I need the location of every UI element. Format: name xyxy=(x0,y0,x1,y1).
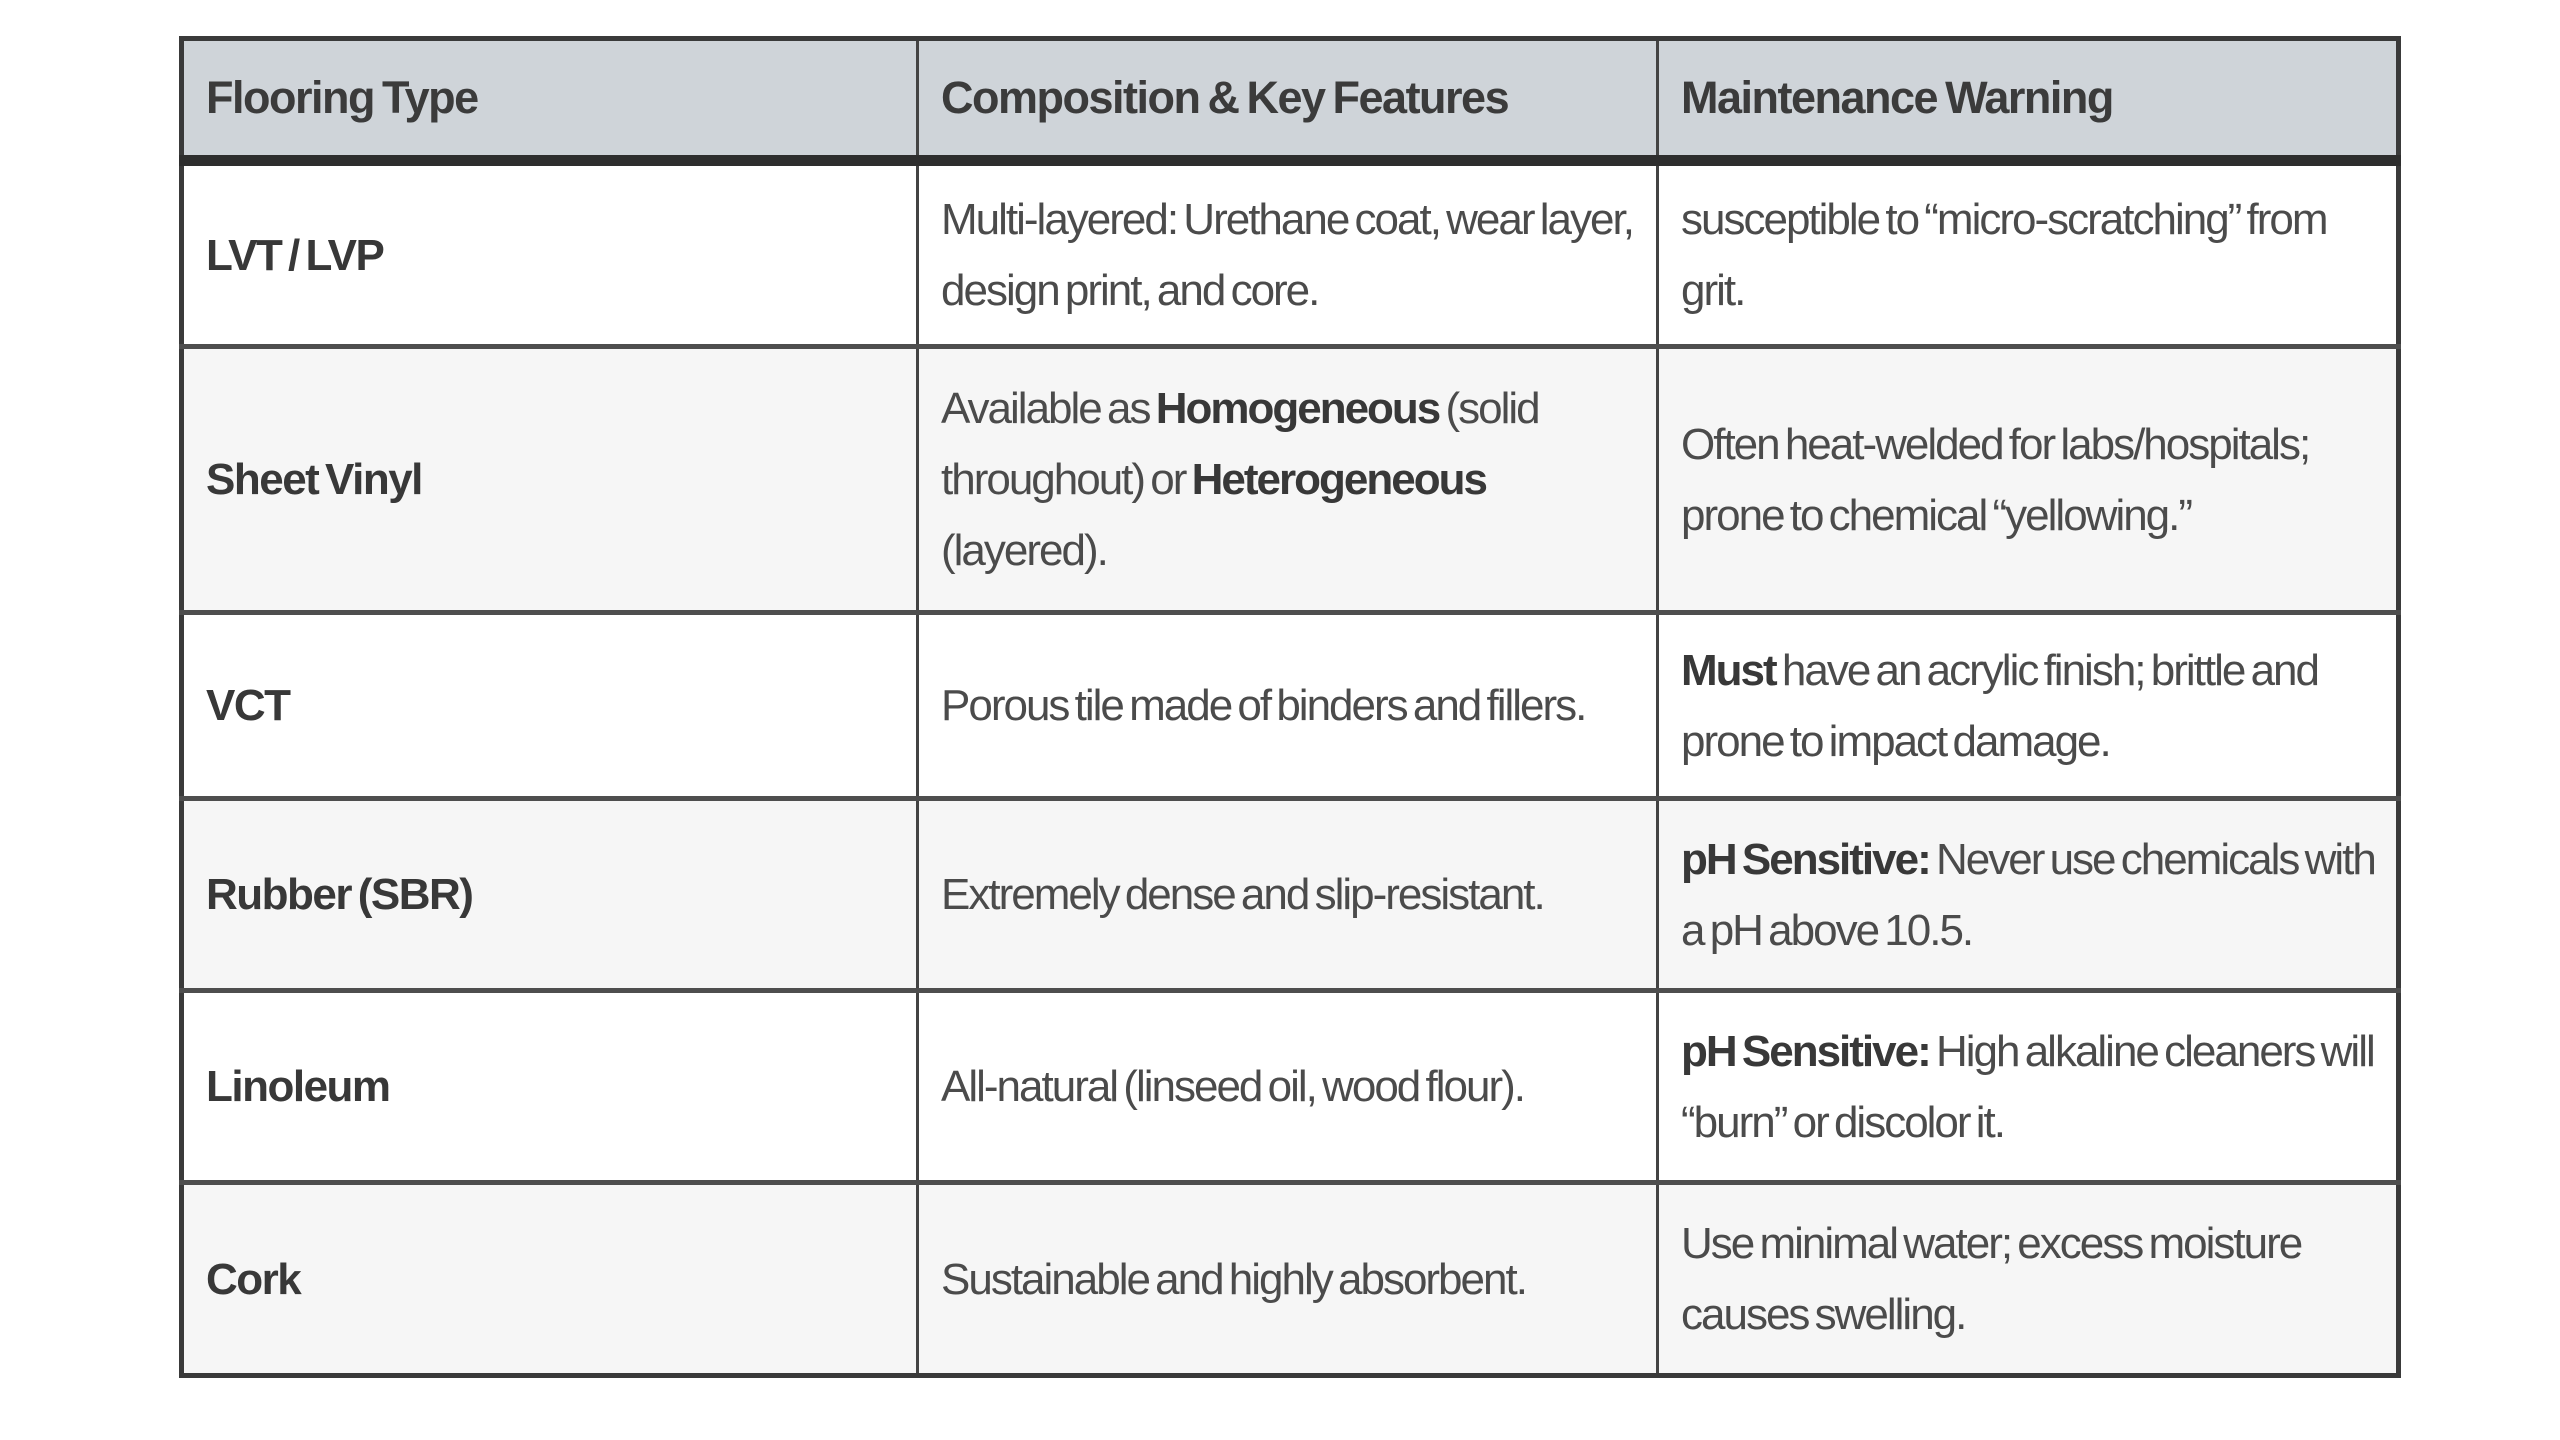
composition-cell xyxy=(918,1183,1658,1376)
text-segment: Use minimal water; excess moisture causes swelling. xyxy=(1681,1219,2302,1339)
flooring-type-cell: Linoleum xyxy=(182,991,918,1183)
flooring-type-cell: VCT xyxy=(182,613,918,799)
text-segment: (solid throughout) or xyxy=(941,384,1539,504)
flooring-type-cell: Sheet Vinyl xyxy=(182,347,918,613)
table-row xyxy=(182,991,2399,1183)
text-segment: High alkaline cleaners will “burn” or discolor it. xyxy=(1681,1026,2374,1147)
flooring-type-cell: Cork xyxy=(182,1183,918,1376)
text-segment: have an acrylic finish; brittle and prone to impact damage. xyxy=(1681,645,2318,766)
bold-text-segment: pH Sensitive: xyxy=(1681,1026,1930,1076)
header-row xyxy=(182,39,2399,161)
flooring-comparison-table xyxy=(179,36,2401,1378)
composition-cell xyxy=(918,799,1658,991)
text-segment: Extremely dense and slip-resistant. xyxy=(941,870,1544,919)
warning-cell xyxy=(1658,1183,2399,1376)
text-segment: All-natural (linseed oil, wood flour). xyxy=(941,1062,1524,1111)
flooring-type-cell: LVT / LVP xyxy=(182,161,918,347)
bold-text-segment: Homogeneous xyxy=(1155,384,1440,433)
col-header-flooring-type: Flooring Type xyxy=(182,39,918,161)
warning-cell xyxy=(1658,161,2399,347)
table-row xyxy=(182,799,2399,991)
table-row xyxy=(182,347,2399,613)
table-row xyxy=(182,161,2399,347)
composition-cell xyxy=(918,991,1658,1183)
text-segment: Sustainable and highly absorbent. xyxy=(941,1254,1526,1304)
composition-cell xyxy=(918,613,1658,799)
composition-cell xyxy=(918,161,1658,347)
warning-cell xyxy=(1658,347,2399,613)
text-segment: Often heat-welded for labs/hospitals; prone to chemical “yellowing.” xyxy=(1681,419,2310,540)
composition-cell xyxy=(918,347,1658,613)
text-segment: Never use chemicals with a pH above 10.5. xyxy=(1681,834,2375,955)
bold-text-segment: pH Sensitive: xyxy=(1681,834,1930,884)
flooring-type-cell: Rubber (SBR) xyxy=(182,799,918,991)
text-segment: (layered). xyxy=(941,526,1107,575)
text-segment: Multi-layered: Urethane coat, wear layer, design print, and core. xyxy=(941,195,1633,315)
text-segment: Available as xyxy=(941,384,1156,433)
bold-text-segment: Must xyxy=(1681,645,1776,695)
table-row xyxy=(182,1183,2399,1376)
warning-cell xyxy=(1658,613,2399,799)
col-header-maintenance-warning: Maintenance Warning xyxy=(1658,39,2399,161)
bold-text-segment: Heterogeneous xyxy=(1191,455,1486,504)
warning-cell xyxy=(1658,991,2399,1183)
text-segment: Porous tile made of binders and fillers. xyxy=(941,681,1586,730)
text-segment: susceptible to “micro-scratching” from grit. xyxy=(1681,195,2327,315)
table-row xyxy=(182,613,2399,799)
warning-cell xyxy=(1658,799,2399,991)
col-header-composition: Composition & Key Features xyxy=(918,39,1658,161)
